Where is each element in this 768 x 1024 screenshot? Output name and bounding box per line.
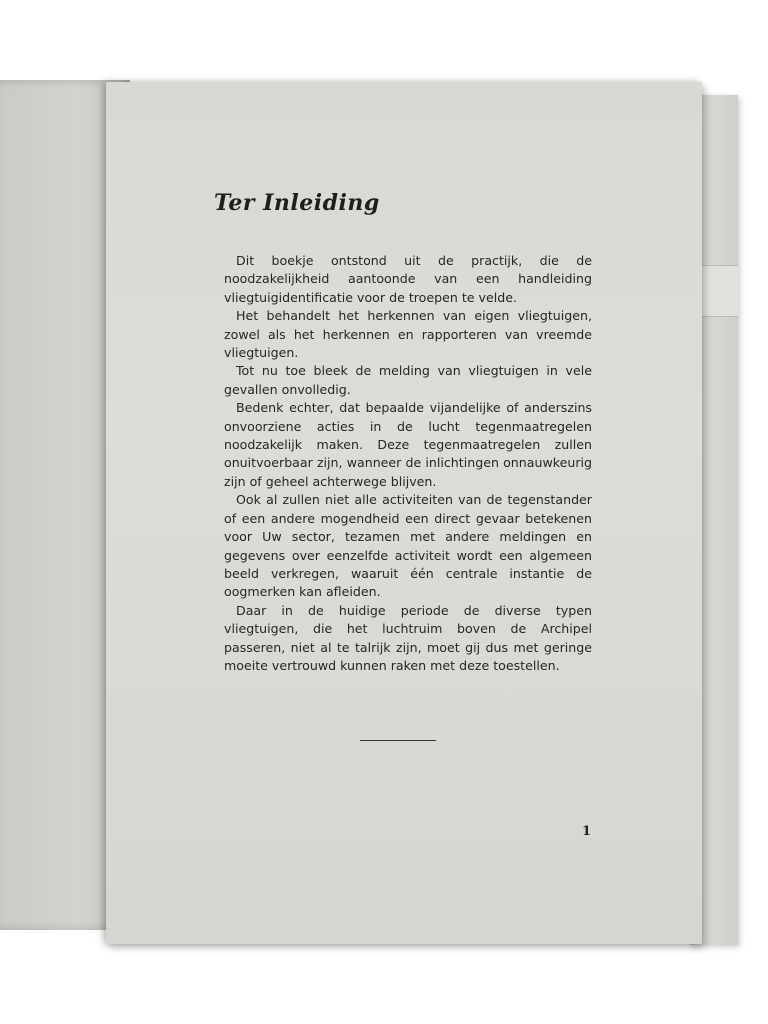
booklet-page xyxy=(106,82,702,944)
page-heading: Ter Inleiding xyxy=(214,190,380,216)
paragraph: Ook al zullen niet alle activiteiten van de tegenstander of een andere mogendheid een direct gevaar betekenen voor Uw sector, tezamen met andere meldingen en gegevens over eenzelfde activiteit wordt een algemeen beeld verkregen, waaruit één centrale instantie de oogmerken kan afleiden. xyxy=(224,492,592,600)
section-divider xyxy=(360,740,436,741)
page-number: 1 xyxy=(582,824,592,839)
body-text xyxy=(224,252,592,675)
back-sheet-notch xyxy=(700,265,738,317)
paragraph: Bedenk echter, dat bepaalde vijandelijke of anderszins onvoorziene acties in de lucht tegenmaatregelen noodzakelijk maken. Deze tegenmaatregelen zullen onuitvoerbaar zijn, wanneer de inlichtingen onnauwkeurig zijn of geheel achterwege blijven. xyxy=(224,400,592,489)
paragraph: Dit boekje ontstond uit de practijk, die de noodzakelijkheid aantoonde van een handleiding vliegtuigidentificatie voor de troepen te velde. xyxy=(224,253,592,305)
paragraph: Tot nu toe bleek de melding van vliegtuigen in vele gevallen onvolledig. xyxy=(224,363,592,397)
paragraph: Het behandelt het herkennen van eigen vliegtuigen, zowel als het herkennen en rapporteren van vreemde vliegtuigen. xyxy=(224,308,592,361)
paragraph: Daar in de huidige periode de diverse typen vliegtuigen, die het luchtruim boven de Archipel passeren, niet al te talrijk zijn, moet gij dus met geringe moeite vertrouwd kunnen raken met deze toestellen. xyxy=(224,602,592,673)
